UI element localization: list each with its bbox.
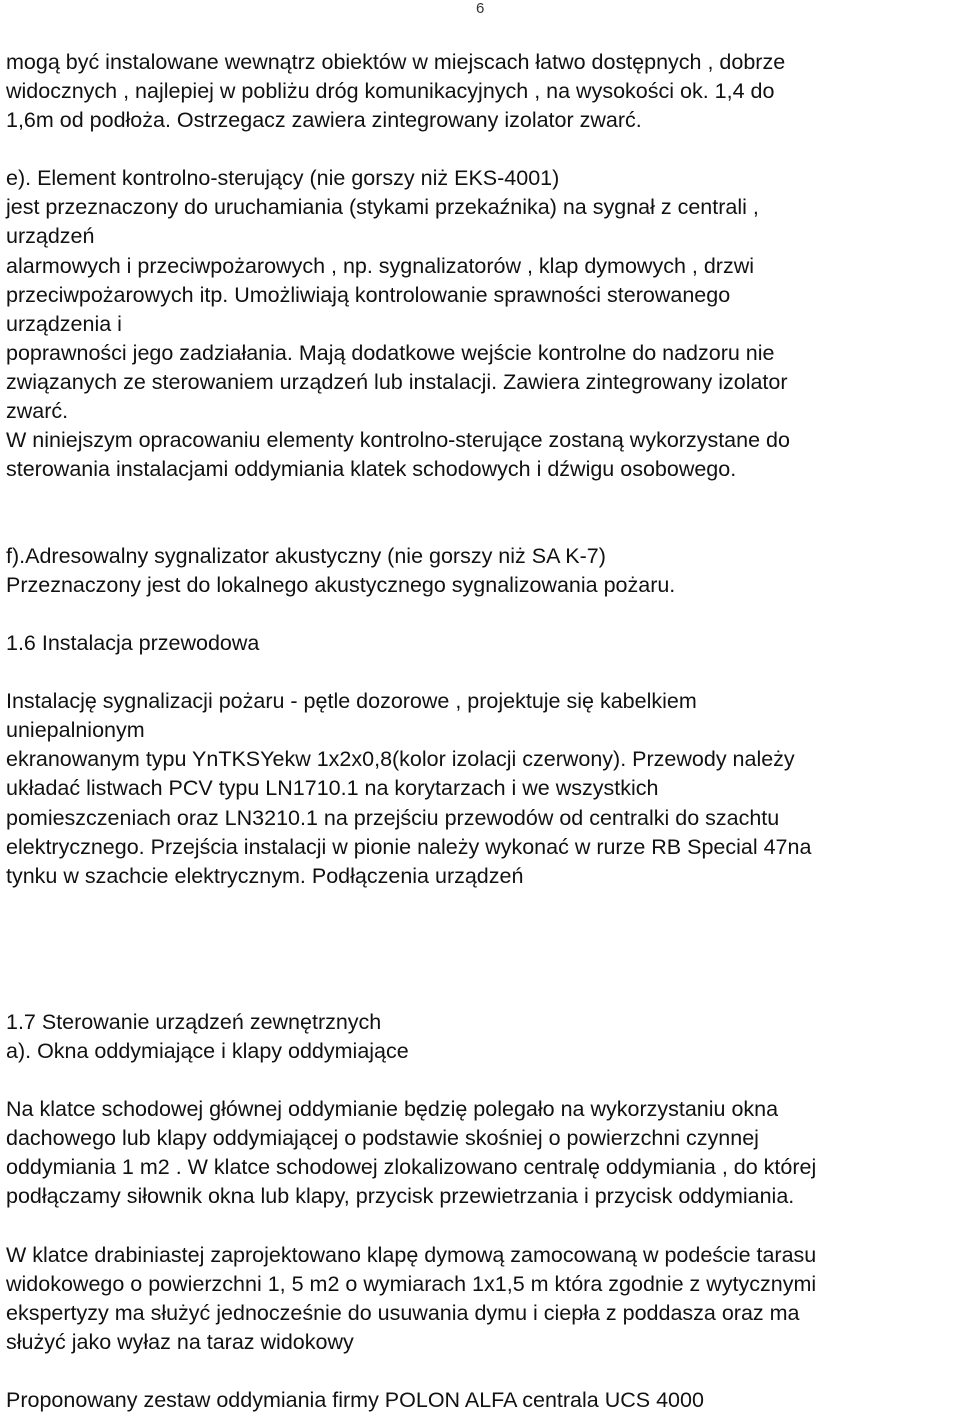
text-line: dachowego lub klapy oddymiającej o podstawie skośniej o powierzchni czynnej <box>6 1126 759 1150</box>
text-line: oddymiania 1 m2 . W klatce schodowej zlokalizowano centralę oddymiania , do której <box>6 1155 817 1179</box>
text-line: poprawności jego zadziałania. Mają dodatkowe wejście kontrolne do nadzoru nie <box>6 341 775 365</box>
text-line: urządzenia i <box>6 312 122 336</box>
text-line: podłączamy siłownik okna lub klapy, przycisk przewietrzania i przycisk oddymiania. <box>6 1184 795 1208</box>
text-line: W klatce drabiniastej zaprojektowano klapę dymową zamocowaną w podeście tarasu <box>6 1243 817 1267</box>
text-line: 1,6m od podłoża. Ostrzegacz zawiera zintegrowany izolator zwarć. <box>6 108 642 132</box>
text-line: związanych ze sterowaniem urządzeń lub instalacji. Zawiera zintegrowany izolator <box>6 370 788 394</box>
section-heading: 1.6 Instalacja przewodowa <box>6 631 260 655</box>
text-line: alarmowych i przeciwpożarowych , np. sygnalizatorów , klap dymowych , drzwi <box>6 254 754 278</box>
text-line: widocznych , najlepiej w pobliżu dróg komunikacyjnych , na wysokości ok. 1,4 do <box>6 79 775 103</box>
subsection-heading: a). Okna oddymiające i klapy oddymiające <box>6 1039 409 1063</box>
text-line: ekspertyzy ma służyć jednocześnie do usuwania dymu i ciepła z poddasza oraz ma <box>6 1301 800 1325</box>
page-number: 6 <box>476 0 485 17</box>
text-line: uniepalnionym <box>6 718 145 742</box>
text-line: sterowania instalacjami oddymiania klatek schodowych i dźwigu osobowego. <box>6 457 737 481</box>
text-line: służyć jako wyłaz na taraz widokowy <box>6 1330 354 1354</box>
text-line: tynku w szachcie elektrycznym. Podłączenia urządzeń <box>6 864 524 888</box>
text-line: jest przeznaczony do uruchamiania (stykami przekaźnika) na sygnał z centrali , <box>6 195 759 219</box>
text-line: Na klatce schodowej głównej oddymianie będzię polegało na wykorzystaniu okna <box>6 1097 779 1121</box>
text-line: urządzeń <box>6 224 95 248</box>
text-line: Przeznaczony jest do lokalnego akustycznego sygnalizowania pożaru. <box>6 573 676 597</box>
text-line: przeciwpożarowych itp. Umożliwiają kontrolowanie sprawności sterowanego <box>6 283 731 307</box>
text-line: Proponowany zestaw oddymiania firmy POLON ALFA centrala UCS 4000 <box>6 1388 704 1412</box>
text-line: pomieszczeniach oraz LN3210.1 na przejściu przewodów od centralki do szachtu <box>6 806 780 830</box>
text-line: zwarć. <box>6 399 69 423</box>
text-line: elektrycznego. Przejścia instalacji w pionie należy wykonać w rurze RB Special 47na <box>6 835 812 859</box>
text-line: mogą być instalowane wewnątrz obiektów w miejscach łatwo dostępnych , dobrze <box>6 50 786 74</box>
text-line: e). Element kontrolno-sterujący (nie gorszy niż EKS-4001) <box>6 166 560 190</box>
text-line: ekranowanym typu YnTKSYekw 1x2x0,8(kolor izolacji czerwony). Przewody należy <box>6 747 795 771</box>
text-line: W niniejszym opracowaniu elementy kontrolno-sterujące zostaną wykorzystane do <box>6 428 790 452</box>
text-line: Instalację sygnalizacji pożaru - pętle dozorowe , projektuje się kabelkiem <box>6 689 697 713</box>
text-line: f).Adresowalny sygnalizator akustyczny (nie gorszy niż SA K-7) <box>6 544 606 568</box>
text-line: układać listwach PCV typu LN1710.1 na korytarzach i we wszystkich <box>6 776 659 800</box>
text-line: widokowego o powierzchni 1, 5 m2 o wymiarach 1x1,5 m która zgodnie z wytycznymi <box>6 1272 817 1296</box>
section-heading: 1.7 Sterowanie urządzeń zewnętrznych <box>6 1010 382 1034</box>
